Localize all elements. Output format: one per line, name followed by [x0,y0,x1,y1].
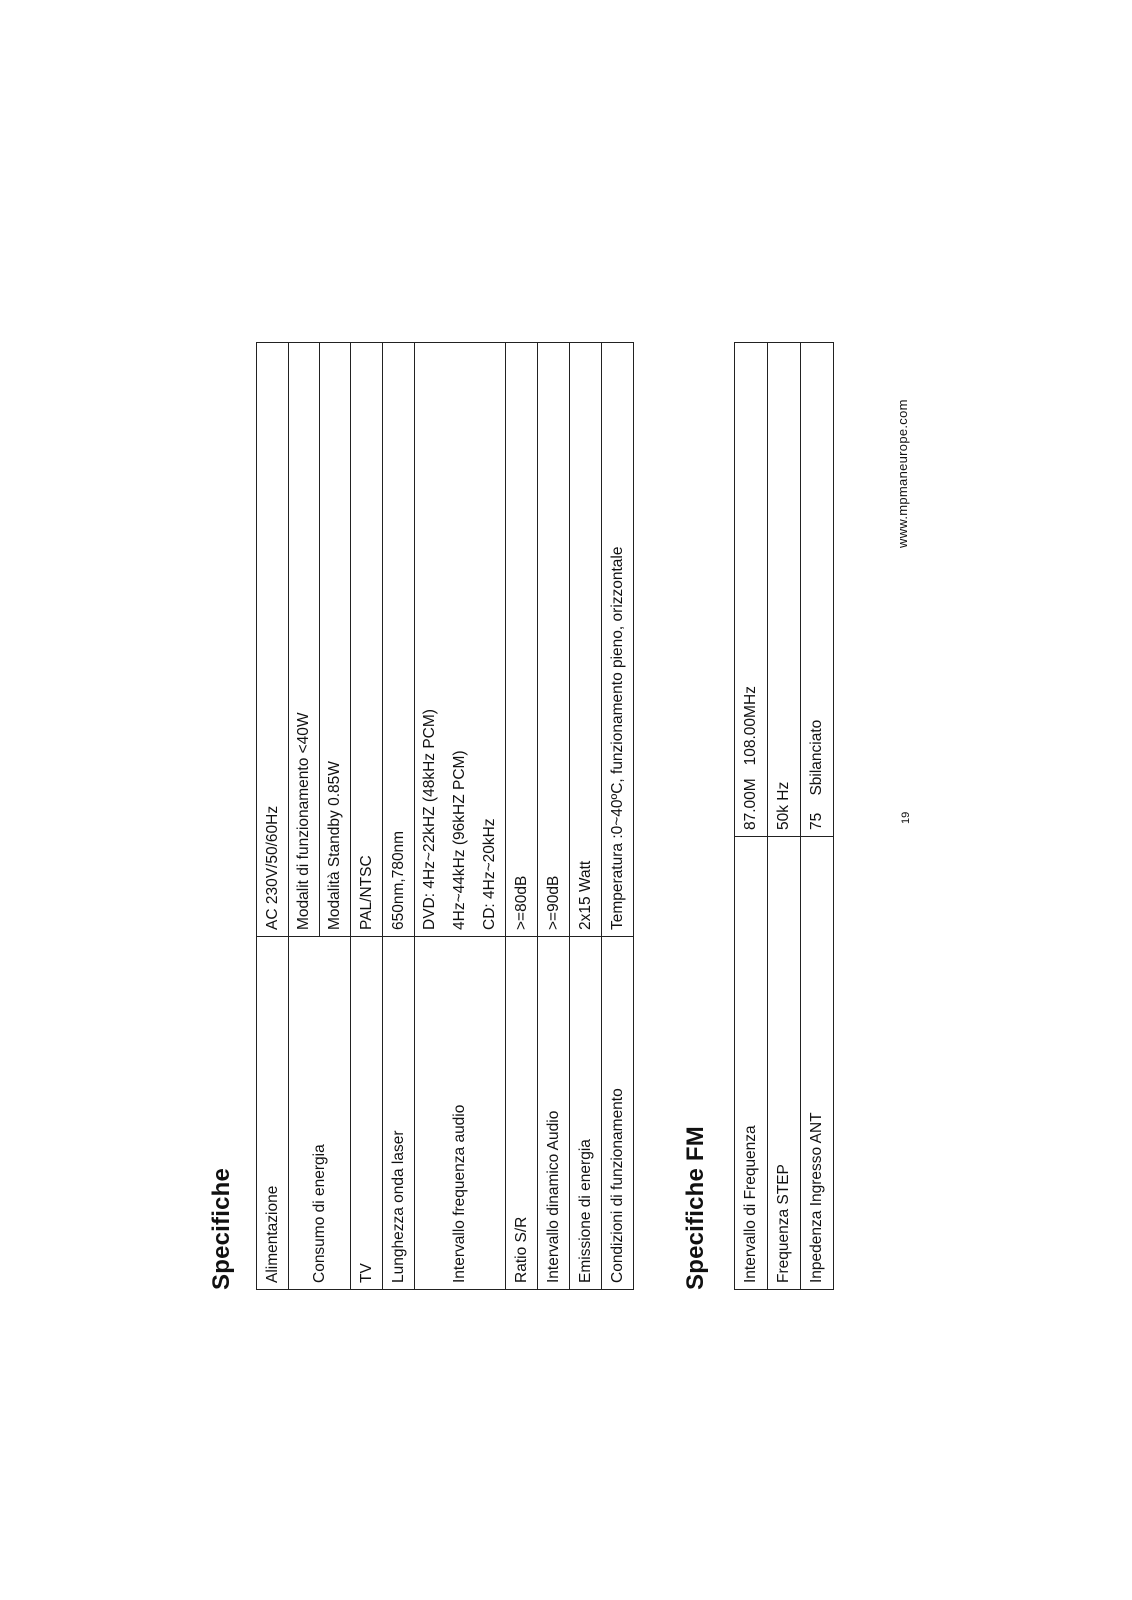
table-row [351,343,383,1290]
table-row [735,343,768,1290]
spec-value: AC 230V/50/60Hz [257,343,289,937]
spec-value: DVD: 4Hz~22kHZ (48kHz PCM) [421,709,438,930]
spec-label: Consumo di energia [289,937,351,1290]
spec-heading: Specifiche [208,1167,235,1290]
spec-label: TV [351,937,383,1290]
table-row [768,343,801,1290]
page-number: 19 [900,811,912,824]
spec-value: 4Hz~44kHz (96kHZ PCM) [451,750,468,930]
table-row [506,343,538,1290]
spec-label: Lunghezza onda laser [383,937,415,1290]
spec-label: Alimentazione [257,937,289,1290]
spec-value: CD: 4Hz~20kHz [481,818,498,930]
spec-table [256,342,634,1290]
fm-label: Inpedenza Ingresso ANT [801,837,834,1290]
spec-label: Condizioni di funzionamento [602,937,634,1290]
spec-value: Temperatura :0~40ºC, funzionamento pieno, orizzontale [602,343,634,937]
table-row [289,343,351,1290]
spec-value: Modalit di funzionamento <40W [295,712,312,930]
fm-table [734,342,834,1290]
spec-label: Emissione di energia [570,937,602,1290]
fm-value: 75 Sbilanciato [801,343,834,837]
table-row [570,343,602,1290]
table-row [383,343,415,1290]
fm-value: 87.00M 108.00MHz [735,343,768,837]
spec-value-cell [415,343,506,937]
spec-label: Intervallo dinamico Audio [538,937,570,1290]
table-row [257,343,289,1290]
fm-label: Intervallo di Frequenza [735,837,768,1290]
fm-label: Frequenza STEP [768,837,801,1290]
spec-value: 2x15 Watt [570,343,602,937]
spec-value-cell [289,343,351,937]
fm-heading: Specifiche FM [682,1126,709,1290]
spec-label: Ratio S/R [506,937,538,1290]
spec-value: PAL/NTSC [351,343,383,937]
spec-value: >=80dB [506,343,538,937]
spec-value: >=90dB [538,343,570,937]
table-row [538,343,570,1290]
fm-value: 50k Hz [768,343,801,837]
spec-value: Modalità Standby 0.85W [319,343,350,936]
website-link[interactable]: www.mpmaneurope.com [895,399,910,548]
spec-label: Intervallo frequenza audio [415,937,506,1290]
spec-value: 650nm,780nm [383,343,415,937]
table-row [415,343,506,1290]
table-row [801,343,834,1290]
table-row [602,343,634,1290]
